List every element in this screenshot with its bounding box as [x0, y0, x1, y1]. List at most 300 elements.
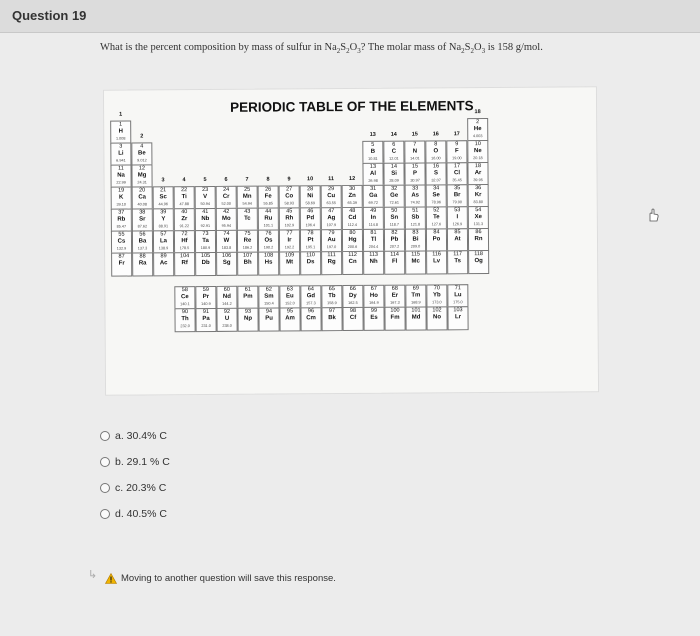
element-symbol: Pb: [390, 236, 399, 243]
element-mg: [131, 164, 152, 188]
atomic-mass: 164.9: [369, 300, 379, 305]
atomic-mass: 209.0: [410, 244, 421, 249]
element-symbol: At: [454, 236, 461, 243]
atomic-mass: 44.96: [158, 202, 169, 207]
atomic-number: 5: [371, 141, 375, 148]
element-symbol: Hf: [181, 238, 188, 245]
element-ac: [153, 252, 174, 276]
atomic-mass: 107.9: [326, 223, 337, 228]
element-symbol: Ba: [138, 238, 147, 245]
atomic-mass: 58.93: [284, 201, 295, 206]
answer-label: d. 40.5% C: [115, 508, 167, 520]
element-rh: [279, 207, 300, 231]
atomic-number: 82: [391, 229, 398, 236]
element-symbol: Rf: [181, 260, 188, 267]
atomic-mass: 91.22: [179, 224, 190, 229]
element-lv: [426, 250, 447, 274]
element-symbol: Li: [118, 150, 124, 157]
element-symbol: Ce: [181, 294, 189, 301]
element-pb: [384, 229, 405, 253]
element-symbol: Co: [285, 193, 294, 200]
atomic-mass: 95.94: [221, 223, 232, 228]
atomic-number: 110: [306, 252, 316, 259]
element-symbol: Xe: [474, 214, 483, 221]
element-symbol: Sg: [222, 259, 231, 266]
element-symbol: Ta: [202, 237, 209, 245]
element-symbol: In: [370, 214, 377, 221]
element-o: [425, 140, 446, 164]
atomic-number: 102: [432, 307, 442, 314]
atomic-number: 38: [139, 209, 146, 216]
element-fm: [384, 307, 405, 331]
element-symbol: Ts: [454, 258, 461, 265]
element-bk: [321, 307, 342, 331]
atomic-number: 59: [202, 286, 209, 294]
element-co: [279, 185, 300, 209]
atomic-mass: 118.7: [389, 222, 400, 227]
element-pm: [237, 286, 258, 310]
atomic-number: 37: [118, 209, 125, 216]
atomic-mass: 83.80: [473, 200, 483, 205]
atomic-mass: 200.6: [347, 244, 358, 250]
element-b: [362, 141, 383, 165]
atomic-mass: 55.85: [263, 201, 274, 206]
hand-cursor-icon: [646, 208, 660, 222]
element-db: [195, 252, 216, 276]
element-symbol: Au: [327, 237, 336, 244]
atomic-number: 72: [181, 231, 188, 238]
element-u: [216, 308, 237, 332]
atomic-number: 25: [244, 186, 251, 193]
atomic-number: 21: [160, 187, 167, 194]
atomic-mass: 137.3: [137, 246, 148, 251]
atomic-mass: 10.81: [368, 156, 378, 161]
element-symbol: Ds: [306, 259, 315, 266]
element-symbol: S: [433, 170, 439, 177]
element-md: [405, 306, 426, 330]
radio-button[interactable]: [100, 509, 110, 519]
group-label: 18: [474, 109, 481, 116]
element-la: [153, 230, 174, 254]
atomic-number: 79: [328, 230, 335, 237]
element-symbol: Bk: [328, 315, 336, 322]
element-symbol: Ra: [138, 260, 147, 267]
element-sg: [216, 252, 237, 276]
element-symbol: No: [433, 314, 442, 321]
atomic-number: 69: [412, 285, 419, 292]
element-symbol: Nh: [369, 258, 378, 265]
element-symbol: Si: [391, 170, 397, 177]
element-kr: [468, 184, 489, 208]
element-pr: [195, 286, 216, 310]
element-symbol: B: [370, 148, 376, 155]
element-v: [195, 186, 216, 210]
radio-button[interactable]: [100, 431, 110, 441]
element-cf: [342, 307, 363, 331]
atomic-mass: 231.0: [201, 323, 211, 329]
question-text-part: is 158 g/mol.: [485, 42, 543, 53]
atomic-mass: 138.9: [158, 246, 169, 251]
element-ti: [174, 186, 195, 210]
element-symbol: Ca: [138, 194, 147, 201]
element-pt: [300, 229, 321, 253]
element-symbol: K: [118, 194, 124, 201]
element-mt: [279, 251, 300, 275]
atomic-number: 90: [181, 309, 189, 316]
atomic-mass: 101.1: [263, 223, 274, 228]
element-es: [363, 307, 384, 331]
atomic-number: 13: [369, 163, 377, 170]
element-cr: [216, 186, 237, 210]
atomic-number: 2: [476, 119, 480, 126]
atomic-number: 26: [265, 186, 272, 193]
element-symbol: Sr: [139, 216, 146, 223]
element-symbol: Gd: [306, 293, 316, 300]
atomic-number: 40: [181, 209, 188, 216]
element-fr: [111, 253, 132, 277]
atomic-number: 7: [413, 141, 417, 148]
element-symbol: Re: [243, 237, 252, 244]
atomic-number: 41: [202, 208, 209, 216]
atomic-number: 115: [411, 251, 421, 258]
atomic-number: 107: [242, 252, 253, 259]
element-ra: [132, 252, 153, 276]
periodic-table-title: PERIODIC TABLE OF THE ELEMENTS: [230, 98, 474, 115]
element-symbol: Tb: [328, 293, 336, 300]
atomic-number: 80: [349, 229, 356, 237]
question-text-part: ? The molar mass of Na: [360, 42, 462, 53]
element-symbol: Bi: [412, 236, 419, 243]
atomic-number: 47: [328, 208, 335, 215]
element-tc: [237, 208, 258, 232]
atomic-mass: 6.941: [116, 158, 126, 163]
answer-option-c[interactable]: [100, 477, 170, 499]
radio-button[interactable]: [100, 457, 110, 467]
atomic-number: 44: [265, 208, 272, 215]
atomic-number: 34: [433, 185, 440, 192]
element-symbol: C: [391, 148, 397, 155]
atomic-mass: 183.8: [221, 245, 232, 250]
atomic-number: 30: [349, 185, 356, 193]
atomic-number: 87: [118, 253, 125, 260]
atomic-number: 89: [160, 253, 167, 260]
answer-label: a. 30.4% C: [115, 430, 167, 442]
element-symbol: V: [203, 194, 208, 201]
atomic-number: 106: [221, 252, 232, 259]
element-symbol: Mc: [411, 258, 420, 265]
return-arrow-icon: ↳: [88, 569, 98, 581]
element-nb: [195, 208, 216, 232]
atomic-mass: 24.31: [137, 180, 147, 185]
element-hg: [342, 229, 363, 253]
element-symbol: As: [411, 192, 420, 199]
element-lu: [447, 284, 468, 308]
atomic-number: 83: [412, 229, 419, 236]
atomic-mass: 85.47: [116, 224, 127, 229]
atomic-mass: 30.97: [410, 178, 420, 183]
element-ho: [363, 285, 384, 309]
atomic-number: 100: [390, 307, 400, 314]
atomic-mass: 74.92: [410, 200, 420, 205]
group-label: 7: [245, 176, 249, 183]
element-sc: [153, 186, 174, 210]
element-f: [446, 140, 467, 164]
group-label: 14: [390, 131, 397, 138]
atomic-mass: 140.9: [201, 301, 211, 307]
atomic-number: 95: [286, 308, 294, 315]
atomic-mass: 9.012: [137, 158, 147, 163]
element-symbol: Mg: [137, 172, 147, 179]
atomic-mass: 152.0: [285, 301, 295, 306]
element-at: [447, 228, 468, 252]
atomic-number: 53: [454, 207, 461, 214]
atomic-mass: 168.9: [411, 300, 421, 305]
subscript: 3: [357, 47, 361, 56]
element-sr: [132, 208, 153, 232]
atomic-number: 58: [181, 287, 188, 294]
element-symbol: Se: [432, 192, 440, 199]
atomic-mass: 238.0: [222, 323, 232, 328]
atomic-number: 67: [370, 285, 377, 292]
element-hf: [174, 230, 195, 254]
atomic-mass: 35.45: [452, 178, 462, 183]
element-y: [153, 208, 174, 232]
atomic-number: 60: [223, 286, 230, 293]
atomic-mass: 157.3: [306, 301, 316, 306]
atomic-mass: 20.18: [473, 156, 483, 161]
atomic-number: 85: [454, 229, 461, 236]
element-symbol: Dy: [349, 292, 357, 300]
element-as: [405, 184, 426, 208]
group-label: 6: [224, 176, 228, 183]
element-symbol: Ho: [369, 292, 378, 299]
atomic-mass: 50.94: [200, 201, 211, 207]
element-symbol: Am: [285, 315, 295, 322]
element-symbol: Ir: [287, 237, 292, 244]
element-ru: [258, 208, 279, 232]
element-symbol: U: [224, 315, 230, 322]
element-ca: [132, 186, 153, 210]
atomic-mass: 52.00: [221, 201, 232, 206]
element-symbol: Hg: [348, 236, 357, 244]
atomic-number: 45: [286, 208, 293, 215]
atomic-number: 104: [179, 253, 190, 260]
radio-button[interactable]: [100, 483, 110, 493]
element-symbol: P: [412, 170, 418, 177]
atomic-mass: 140.1: [180, 302, 190, 307]
atomic-number: 108: [263, 252, 274, 259]
element-symbol: Nd: [222, 293, 231, 300]
element-symbol: Pm: [243, 293, 253, 300]
atomic-number: 94: [265, 308, 273, 315]
element-symbol: Rb: [117, 216, 126, 223]
element-symbol: Al: [370, 170, 377, 177]
atomic-mass: 58.69: [305, 201, 315, 206]
atomic-number: 11: [118, 165, 124, 172]
element-rg: [321, 251, 342, 275]
group-label: 16: [432, 131, 439, 138]
atomic-number: 16: [432, 163, 440, 170]
atomic-mass: 112.4: [347, 222, 358, 228]
atomic-mass: 92.91: [200, 223, 211, 229]
element-symbol: O: [433, 148, 439, 155]
answer-option-b[interactable]: [100, 451, 170, 473]
atomic-number: 101: [411, 307, 421, 314]
element-w: [216, 230, 237, 254]
atomic-mass: 39.10: [116, 202, 127, 207]
answer-options: [100, 425, 170, 529]
element-symbol: He: [473, 126, 482, 133]
atomic-mass: 4.003: [472, 134, 483, 139]
atomic-number: 62: [265, 286, 272, 293]
atomic-number: 43: [244, 208, 251, 215]
answer-option-a[interactable]: [100, 425, 170, 447]
element-cd: [342, 207, 363, 231]
element-symbol: Cm: [306, 315, 316, 322]
atomic-number: 32: [391, 185, 398, 192]
atomic-number: 91: [202, 308, 210, 316]
element-ne: [467, 140, 488, 164]
group-label: 4: [182, 177, 186, 184]
save-notice: [105, 573, 336, 584]
atomic-mass: 78.96: [431, 200, 441, 205]
element-cl: [446, 162, 467, 186]
atomic-number: 77: [286, 230, 293, 237]
element-rb: [111, 209, 132, 233]
element-hs: [258, 252, 279, 276]
element-fl: [384, 251, 405, 275]
element-br: [447, 184, 468, 208]
element-al: [362, 163, 383, 187]
atomic-number: 31: [370, 185, 377, 192]
element-symbol: Na: [117, 172, 125, 179]
atomic-number: 29: [328, 186, 335, 193]
element-dy: [342, 285, 363, 309]
atomic-number: 98: [349, 307, 357, 315]
element-po: [426, 228, 447, 252]
element-symbol: Zr: [181, 216, 188, 223]
atomic-number: 46: [307, 208, 314, 215]
element-symbol: Ni: [307, 193, 314, 200]
element-symbol: Ge: [390, 192, 399, 199]
element-ge: [384, 185, 405, 209]
element-symbol: Pu: [265, 315, 273, 322]
atomic-mass: 186.2: [242, 245, 253, 250]
atomic-number: 70: [433, 285, 440, 292]
answer-label: c. 20.3% C: [115, 482, 167, 494]
atomic-number: 22: [181, 187, 188, 194]
element-mc: [405, 250, 426, 274]
atomic-mass: 54.94: [242, 201, 253, 206]
element-gd: [300, 285, 321, 309]
question-text-part: What is the percent composition by mass of sulfur in Na: [100, 42, 337, 53]
atomic-number: 6: [392, 141, 396, 148]
element-ir: [279, 229, 300, 253]
element-ce: [174, 286, 195, 310]
element-symbol: Cf: [349, 314, 357, 322]
atomic-mass: 12.01: [389, 156, 399, 161]
element-symbol: Ne: [474, 148, 482, 155]
atomic-mass: 40.08: [137, 202, 148, 207]
group-label: 3: [161, 177, 165, 184]
atomic-mass: 195.1: [305, 245, 316, 250]
subscript: 3: [481, 47, 486, 56]
element-symbol: Fm: [390, 314, 400, 321]
element-symbol: Tc: [244, 215, 251, 222]
subscript: 2: [461, 47, 465, 56]
atomic-number: 99: [370, 307, 378, 314]
element-i: [447, 206, 468, 230]
subscript: 2: [470, 47, 474, 56]
element-ag: [321, 207, 342, 231]
atomic-number: 71: [454, 285, 461, 292]
element-np: [237, 308, 258, 332]
element-cs: [111, 231, 132, 255]
atomic-number: 55: [118, 231, 125, 238]
atomic-number: 10: [474, 141, 481, 148]
element-fe: [258, 186, 279, 210]
atomic-number: 42: [223, 208, 230, 215]
element-symbol: Mo: [221, 215, 231, 222]
group-label: 10: [306, 176, 314, 183]
element-mo: [216, 208, 237, 232]
atomic-number: 109: [284, 252, 295, 259]
formula-part: S: [464, 42, 471, 53]
atomic-number: 73: [202, 230, 209, 238]
atomic-mass: 132.9: [116, 246, 127, 251]
element-am: [279, 307, 300, 331]
element-nh: [363, 251, 384, 275]
atomic-number: 8: [434, 141, 438, 148]
element-symbol: Te: [433, 214, 440, 221]
group-label: 2: [140, 133, 144, 140]
atomic-number: 23: [202, 186, 209, 194]
save-notice-text: Moving to another question will save this response.: [121, 573, 336, 584]
question-text: [100, 42, 670, 55]
element-ni: [300, 185, 321, 209]
atomic-mass: 175.0: [453, 300, 463, 305]
atomic-number: 92: [223, 308, 231, 315]
answer-option-d[interactable]: [100, 503, 170, 525]
element-symbol: Pr: [202, 293, 210, 301]
element-tb: [321, 285, 342, 309]
element-symbol: Zn: [348, 192, 356, 200]
atomic-mass: 162.5: [348, 300, 358, 306]
element-te: [426, 206, 447, 230]
element-no: [426, 306, 447, 330]
group-label: 17: [453, 131, 460, 138]
element-in: [363, 207, 384, 231]
element-symbol: F: [455, 148, 459, 155]
element-cn: [342, 251, 363, 275]
atomic-mass: 197.0: [326, 245, 337, 250]
atomic-number: 81: [370, 229, 377, 236]
element-symbol: Mn: [242, 193, 252, 200]
element-xe: [468, 206, 489, 230]
element-th: [174, 308, 195, 332]
atomic-number: 111: [327, 252, 336, 259]
element-symbol: Hs: [264, 259, 273, 266]
atomic-number: 33: [412, 185, 419, 192]
atomic-number: 1: [119, 121, 123, 128]
element-mn: [237, 186, 258, 210]
atomic-number: 57: [160, 231, 167, 238]
atomic-number: 4: [140, 143, 144, 150]
element-cm: [300, 307, 321, 331]
atomic-number: 35: [454, 185, 461, 192]
atomic-number: 50: [391, 207, 398, 214]
atomic-mass: 106.4: [305, 223, 316, 228]
